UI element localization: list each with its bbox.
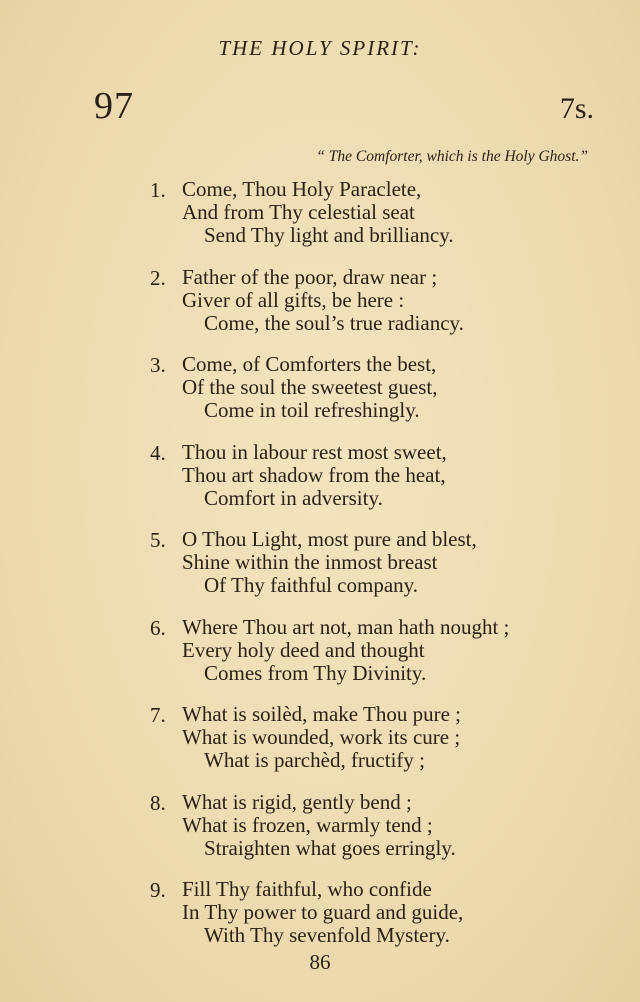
verse-line: What is wounded, work its cure ; [182, 725, 461, 749]
page-number: 86 [309, 950, 331, 974]
verse-line: What is rigid, gently bend ; [182, 789, 412, 814]
stanza [0, 791, 640, 879]
verse-line: What is parchèd, fructify ; [204, 748, 425, 772]
verse-line: Straighten what goes erringly. [204, 835, 456, 860]
stanza [0, 266, 640, 354]
stanza-number: 6. [150, 615, 166, 640]
stanza-number: 1. [150, 178, 166, 202]
epigraph: “ The Comforter, which is the Holy Ghost.” [316, 148, 588, 165]
verse-line: In Thy power to guard and guide, [182, 900, 464, 924]
verse-line: Giver of all gifts, be here : [182, 287, 405, 312]
verse-line: O Thou Light, most pure and blest, [182, 527, 477, 551]
verse-line: Fill Thy faithful, who confide [182, 877, 432, 901]
verse-line: Come, of Comforters the best, [182, 352, 437, 376]
stanza [0, 616, 640, 704]
stanza-number: 9. [150, 878, 166, 902]
verse-line: What is frozen, warmly tend ; [182, 812, 433, 837]
stanza-number: 5. [150, 528, 166, 552]
verse-line: Father of the poor, draw near ; [182, 264, 438, 289]
verse-line: What is soilèd, make Thou pure ; [182, 702, 461, 726]
stanza-number: 2. [150, 265, 166, 290]
hymn-number: 97 [94, 85, 134, 127]
verse-line: Shine within the inmost breast [182, 550, 438, 574]
stanza-number: 3. [150, 353, 166, 377]
verse-line: Every holy deed and thought [182, 637, 425, 662]
verse-line: Thou in labour rest most sweet, [182, 439, 447, 464]
verse-line: With Thy sevenfold Mystery. [204, 923, 450, 947]
verse-line: Of the soul the sweetest guest, [182, 375, 438, 399]
verse-line: Where Thou art not, man hath nought ; [182, 614, 510, 639]
running-head: THE HOLY SPIRIT: [218, 36, 422, 60]
verse-line: Come in toil refreshingly. [204, 398, 420, 422]
verse-line: And from Thy celestial seat [182, 200, 415, 224]
verse-line: Of Thy faithful company. [204, 573, 419, 597]
stanza-number: 7. [150, 703, 166, 727]
stanza [0, 441, 640, 529]
stanza [0, 178, 640, 266]
verse-line: Comes from Thy Divinity. [204, 660, 427, 685]
stanza [0, 528, 640, 616]
verse-line: Come, Thou Holy Paraclete, [182, 177, 422, 201]
stanza-number: 8. [150, 790, 166, 815]
stanza-number: 4. [150, 440, 166, 465]
verse-line: Come, the soul’s true radiancy. [204, 310, 464, 335]
stanza [0, 353, 640, 441]
hymn-meter: 7s. [559, 92, 594, 125]
hymn-text [0, 178, 640, 966]
verse-line: Send Thy light and brilliancy. [204, 223, 454, 247]
verse-line: Thou art shadow from the heat, [182, 462, 446, 487]
verse-line: Comfort in adversity. [204, 485, 383, 510]
stanza [0, 703, 640, 791]
